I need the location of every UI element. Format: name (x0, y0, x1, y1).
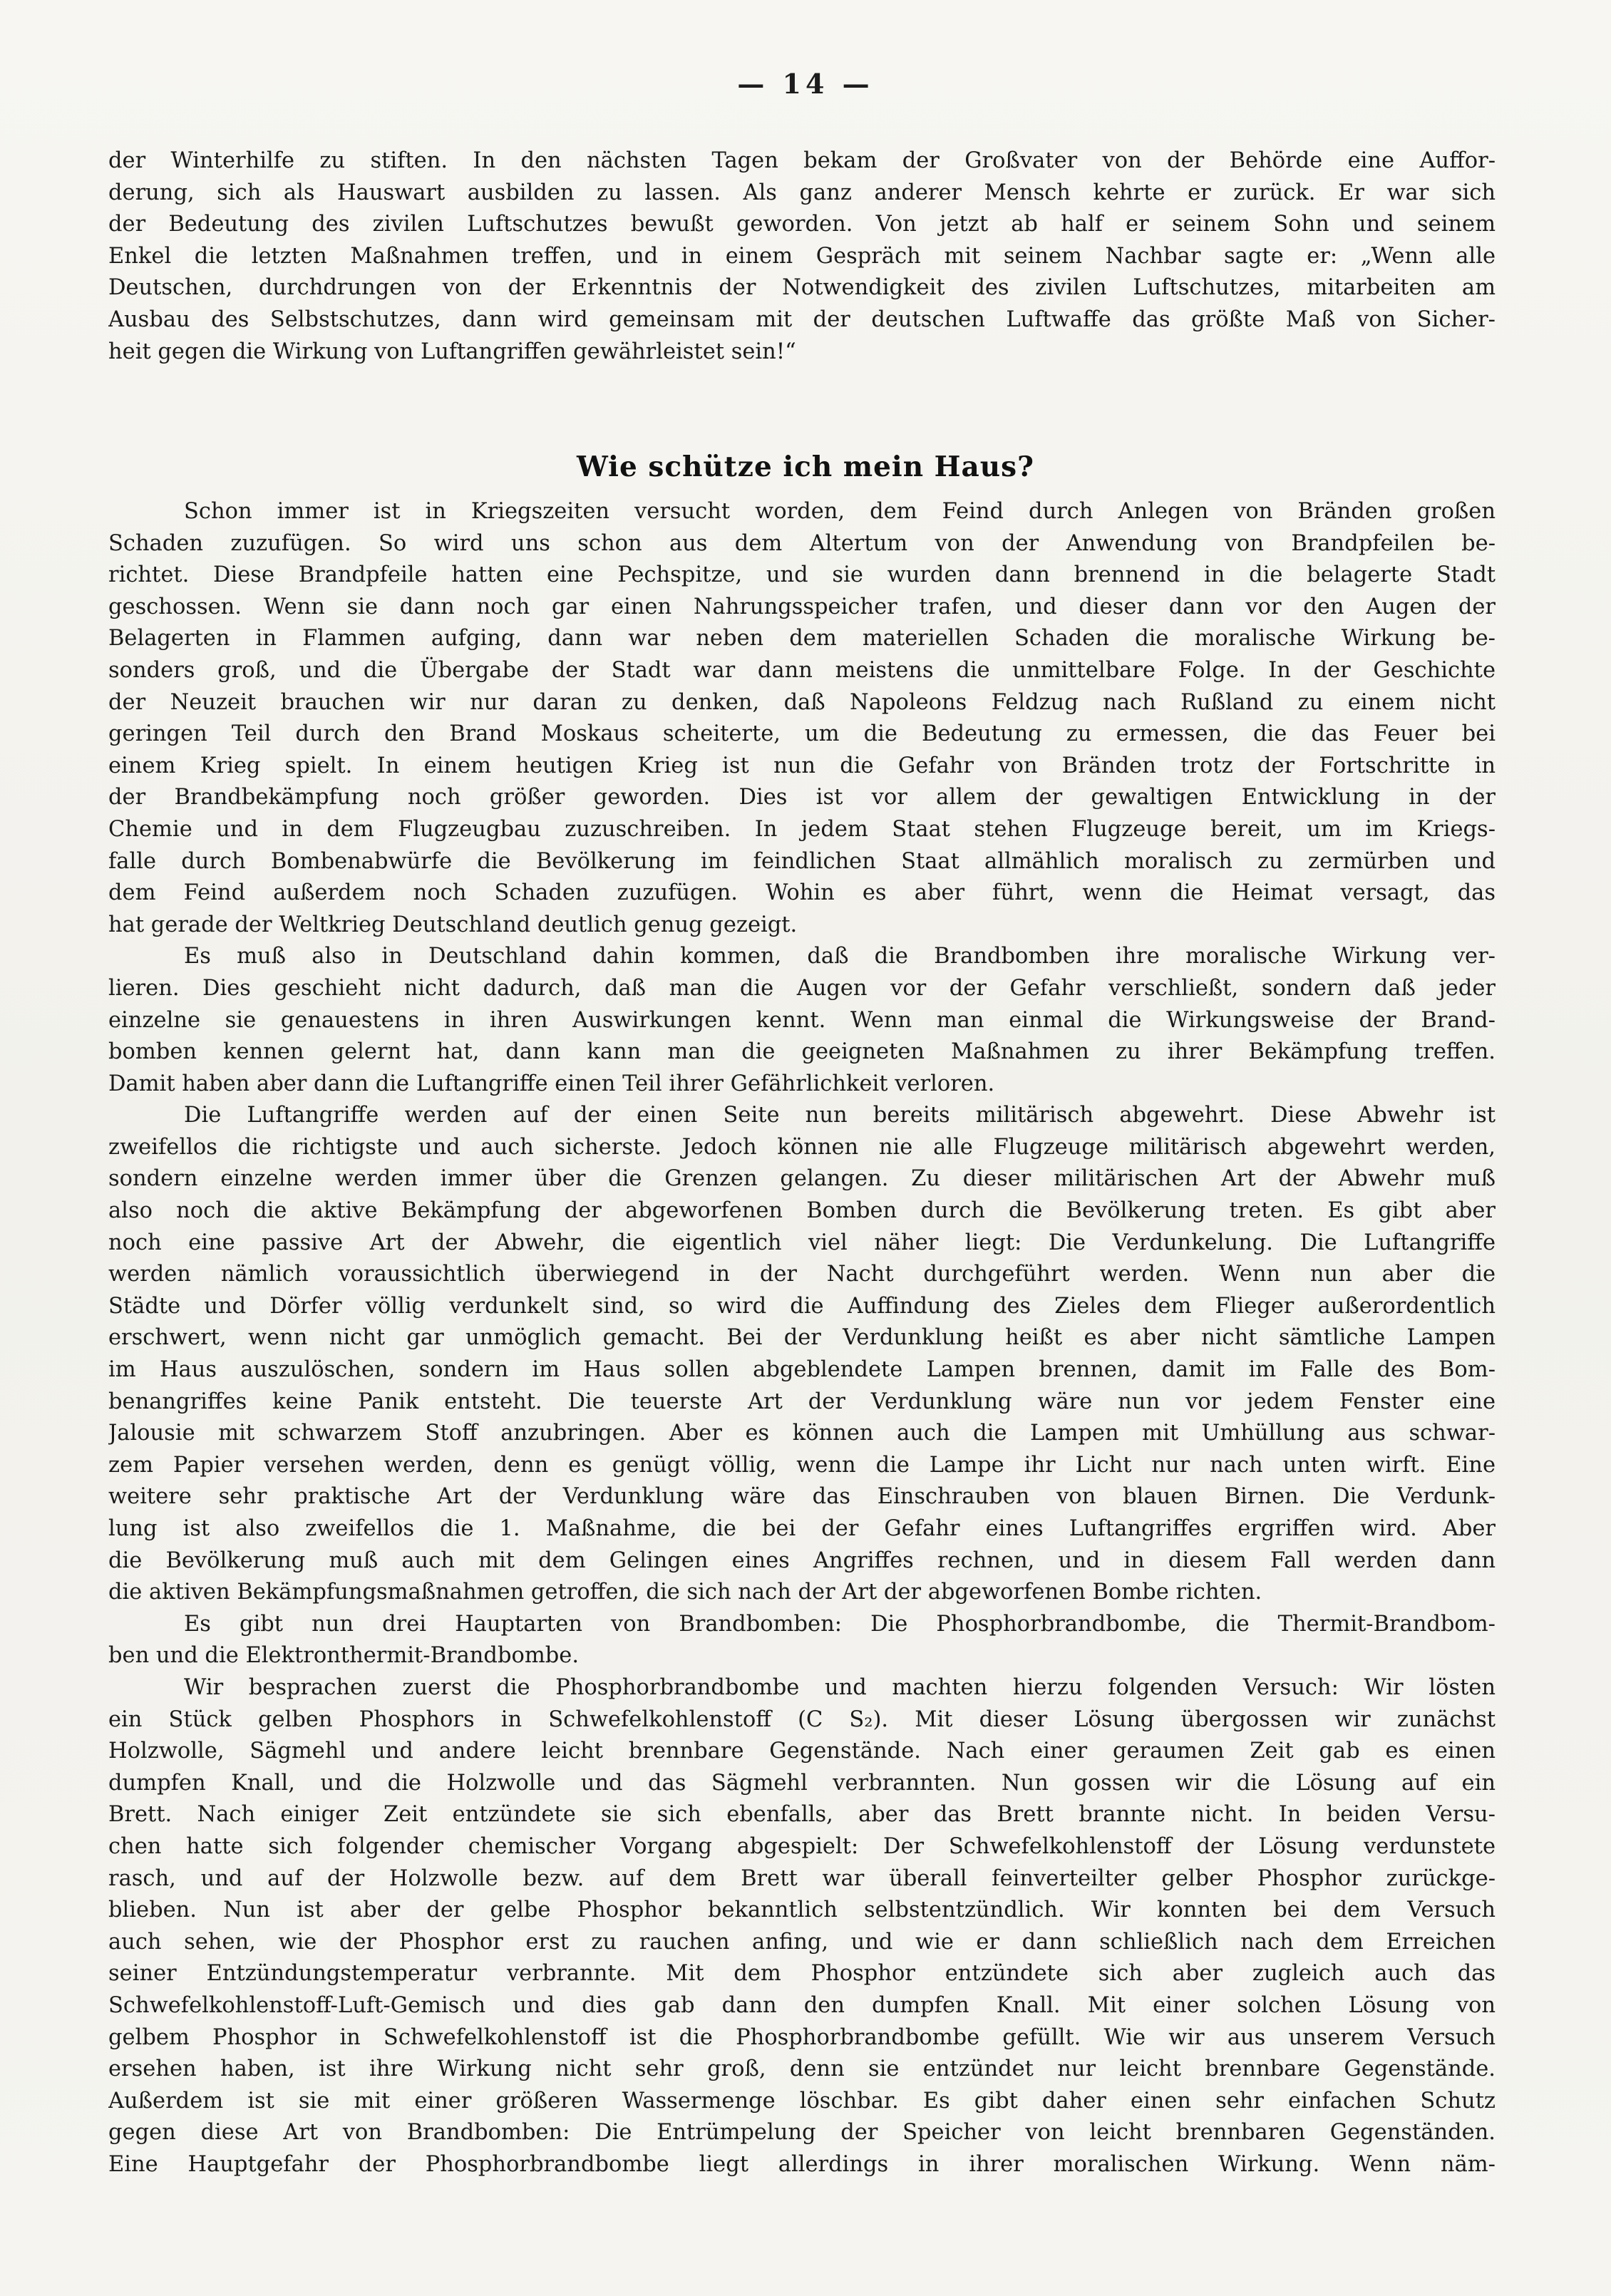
text-line: benangriffes keine Panik entsteht. Die teuerste Art der Verdunklung wäre nun vor jedem Fenster eine (108, 1389, 1496, 1414)
text-line: zem Papier versehen werden, denn es genügt völlig, wenn die Lampe ihr Licht nur nach unten wirft. Eine (108, 1452, 1496, 1478)
text-line: dem Feind außerdem noch Schaden zuzufügen. Wohin es aber führt, wenn die Heimat versagt, das (108, 880, 1496, 906)
text-line: einem Krieg spielt. In einem heutigen Krieg ist nun die Gefahr von Bränden trotz der Fortschritte in (108, 753, 1496, 778)
text-line: lung ist also zweifellos die 1. Maßnahme, die bei der Gefahr eines Luftangriffes ergriffen wird. Aber (108, 1516, 1496, 1541)
text-line: Außerdem ist sie mit einer größeren Wassermenge löschbar. Es gibt daher einen sehr einfachen Schutz (108, 2088, 1496, 2114)
text-line: Holzwolle, Sägmehl und andere leicht brennbare Gegenstände. Nach einer geraumen Zeit gab es einen (108, 1739, 1496, 1764)
text-line: Chemie und in dem Flugzeugbau zuzuschreiben. In jedem Staat stehen Flugzeuge bereit, um im Kriegs- (108, 816, 1496, 842)
text-line: richtet. Diese Brandpfeile hatten eine Pechspitze, und sie wurden dann brennend in die belagerte Stadt (108, 562, 1496, 588)
body-text (108, 496, 1496, 2213)
text-line: derung, sich als Hauswart ausbilden zu lassen. Als ganz anderer Mensch kehrte er zurück. Er war sich (108, 180, 1496, 205)
text-line: Die Luftangriffe werden auf der einen Seite nun bereits militärisch abgewehrt. Diese Abwehr ist (184, 1103, 1496, 1128)
section-heading: Wie schütze ich mein Haus? (577, 451, 1034, 483)
text-line: lieren. Dies geschieht nicht dadurch, daß man die Augen vor der Gefahr verschließt, sondern daß jeder (108, 975, 1496, 1001)
text-line: seiner Entzündungstemperatur verbrannte. Mit dem Phosphor entzündete sich aber zugleich auch das (108, 1961, 1496, 1987)
text-line: geringen Teil durch den Brand Moskaus scheiterte, um die Bedeutung zu ermessen, die das Feuer bei (108, 721, 1496, 747)
text-line: der Bedeutung des zivilen Luftschutzes bewußt geworden. Von jetzt ab half er seinem Sohn und seinem (108, 212, 1496, 237)
text-line: Schon immer ist in Kriegszeiten versucht worden, dem Feind durch Anlegen von Bränden großen (184, 499, 1496, 524)
text-line: ersehen haben, ist ihre Wirkung nicht sehr groß, denn sie entzündet nur leicht brennbare Gegenstände. (108, 2056, 1496, 2082)
text-line: im Haus auszulöschen, sondern im Haus sollen abgeblendete Lampen brennen, damit im Falle des Bom- (108, 1357, 1496, 1383)
text-line: Wir besprachen zuerst die Phosphorbrandbombe und machten hierzu folgenden Versuch: Wir lösten (184, 1674, 1496, 1700)
text-line: ein Stück gelben Phosphors in Schwefelkohlenstoff (C S₂). Mit dieser Lösung übergossen wir zunächst (108, 1706, 1496, 1732)
text-line: auch sehen, wie der Phosphor erst zu rauchen anfing, und wie er dann schließlich nach dem Erreichen (108, 1929, 1496, 1955)
text-line: gelbem Phosphor in Schwefelkohlenstoff ist die Phosphorbrandbombe gefüllt. Wie wir aus unserem Versuch (108, 2024, 1496, 2050)
text-line: der Winterhilfe zu stiften. In den nächsten Tagen bekam der Großvater von der Behörde eine Auffor- (108, 148, 1496, 173)
text-line: erschwert, wenn nicht gar unmöglich gemacht. Bei der Verdunklung heißt es aber nicht sämtliche Lampen (108, 1325, 1496, 1351)
text-line (108, 2181, 1496, 2213)
text-line: falle durch Bombenabwürfe die Bevölkerung im feindlichen Staat allmählich moralisch zu zermürben und (108, 848, 1496, 874)
text-line: noch eine passive Art der Abwehr, die eigentlich viel näher liegt: Die Verdunkelung. Die Luftangriffe (108, 1230, 1496, 1255)
text-line: also noch die aktive Bekämpfung der abgeworfenen Bomben durch die Bevölkerung treten. Es gibt aber (108, 1198, 1496, 1224)
text-line: Es gibt nun drei Hauptarten von Brandbomben: Die Phosphorbrandbombe, die Thermit-Brandbom- (184, 1611, 1496, 1637)
text-line: bomben kennen gelernt hat, dann kann man die geeigneten Maßnahmen zu ihrer Bekämpfung treffen. (108, 1039, 1496, 1065)
text-line: Schwefelkohlenstoff-Luft-Gemisch und dies gab dann den dumpfen Knall. Mit einer solchen Lösung von (108, 1992, 1496, 2018)
text-line: heit gegen die Wirkung von Luftangriffen gewährleistet sein!“ (108, 339, 796, 364)
text-line: Städte und Dörfer völlig verdunkelt sind, so wird die Auffindung des Zieles dem Flieger außerordentlich (108, 1293, 1496, 1319)
text-line: blieben. Nun ist aber der gelbe Phosphor bekanntlich selbstentzündlich. Wir konnten bei dem Versuch (108, 1898, 1496, 1923)
text-line: der Brandbekämpfung noch größer geworden. Dies ist vor allem der gewaltigen Entwicklung in der (108, 785, 1496, 810)
text-line: dumpfen Knall, und die Holzwolle und das Sägmehl verbrannten. Nun gossen wir die Lösung auf ein (108, 1770, 1496, 1796)
text-line: die Bevölkerung muß auch mit dem Gelingen eines Angriffes rechnen, und in diesem Fall werden dann (108, 1548, 1496, 1573)
text-line: zweifellos die richtigste und auch sicherste. Jedoch können nie alle Flugzeuge militärisch abgewehrt werden, (108, 1134, 1496, 1160)
text-line: Enkel die letzten Maßnahmen treffen, und in einem Gespräch mit seinem Nachbar sagte er: „Wenn alle (108, 243, 1496, 269)
text-line: hat gerade der Weltkrieg Deutschland deutlich genug gezeigt. (108, 912, 798, 937)
intro-paragraph (108, 145, 1496, 368)
text-line: der Neuzeit brauchen wir nur daran zu denken, daß Napoleons Feldzug nach Rußland zu einem nicht (108, 689, 1496, 715)
text-line: Belagerten in Flammen aufging, dann war neben dem materiellen Schaden die moralische Wirkung be- (108, 626, 1496, 652)
text-line: werden nämlich voraussichtlich überwiegend in der Nacht durchgeführt werden. Wenn nun aber die (108, 1262, 1496, 1287)
text-line: einzelne sie genauestens in ihren Auswirkungen kennt. Wenn man einmal die Wirkungsweise der Brand- (108, 1007, 1496, 1033)
text-line: die aktiven Bekämpfungsmaßnahmen getroffen, die sich nach der Art der abgeworfenen Bombe richten. (108, 1580, 1262, 1605)
text-line: Jalousie mit schwarzem Stoff anzubringen. Aber es können auch die Lampen mit Umhüllung aus schwar- (108, 1421, 1496, 1446)
text-line: Es muß also in Deutschland dahin kommen, daß die Brandbomben ihre moralische Wirkung ver- (184, 944, 1496, 969)
text-line: gegen diese Art von Brandbomben: Die Entrümpelung der Speicher von leicht brennbaren Gegenständen. (108, 2120, 1496, 2146)
text-line: geschossen. Wenn sie dann noch gar einen Nahrungsspeicher trafen, und dieser dann vor den Augen der (108, 594, 1496, 619)
text-line: ben und die Elektronthermit-Brandbombe. (108, 1643, 580, 1669)
text-line: sondern einzelne werden immer über die Grenzen gelangen. Zu dieser militärischen Art der Abwehr muß (108, 1166, 1496, 1192)
text-line: sonders groß, und die Übergabe der Stadt war dann meistens die unmittelbare Folge. In der Geschichte (108, 657, 1496, 683)
text-line: weitere sehr praktische Art der Verdunklung wäre das Einschrauben von blauen Birnen. Die Verdunk- (108, 1484, 1496, 1510)
text-line: chen hatte sich folgender chemischer Vorgang abgespielt: Der Schwefelkohlenstoff der Lösung verdunstete (108, 1833, 1496, 1859)
page-number: — 14 — (737, 68, 874, 100)
text-line: rasch, und auf der Holzwolle bezw. auf dem Brett war überall feinverteilter gelber Phosphor zurückge- (108, 1865, 1496, 1891)
text-line: Ausbau des Selbstschutzes, dann wird gemeinsam mit der deutschen Luftwaffe das größte Maß von Sicher- (108, 307, 1496, 332)
text-line: Schaden zuzufügen. So wird uns schon aus dem Altertum von der Anwendung von Brandpfeilen be- (108, 530, 1496, 556)
text-line: Deutschen, durchdrungen von der Erkenntnis der Notwendigkeit des zivilen Luftschutzes, mitarbeiten am (108, 275, 1496, 301)
text-line: Brett. Nach einiger Zeit entzündete sie sich ebenfalls, aber das Brett brannte nicht. In beiden Versu- (108, 1802, 1496, 1828)
text-line: Eine Hauptgefahr der Phosphorbrandbombe liegt allerdings in ihrer moralischen Wirkung. Wenn näm- (108, 2151, 1496, 2177)
text-line: Damit haben aber dann die Luftangriffe einen Teil ihrer Gefährlichkeit verloren. (108, 1071, 995, 1096)
